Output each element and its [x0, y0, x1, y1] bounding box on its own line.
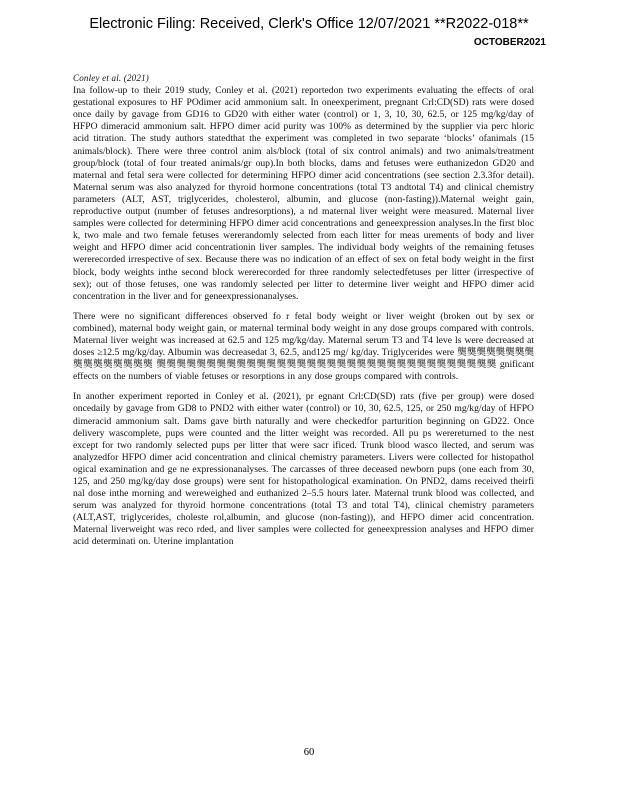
body-paragraph-3: In another experiment reported in Conley et al. (2021), pr egnant Crl:CD(SD) rats (five per group) were dosed oncedaily by gavage from GD8 to PND2 with either water (control) or 10, 30, 62.5, 125, or 250 mg/kg/day of HFPO dimeracid ammonium salt. Dams gave birth naturally and were checkedfor parturition beginning on GD22. Once delivery wascomplete, pups were counted and the litter weight was recorded. All pu ps werereturned to the nest except for two randomly selected pups per litter that were sacr ificed. Trunk blood wasco llected, and serum was analyzedfor HFPO dimer acid concentration and clinical chemistry parameters. Livers were collected for histopathol ogical examination and ge ne expressionanalyses. The carcasses of three deceased newborn pups (one each from 30, 125, and 250 mg/kg/day dose groups) were sent for histopathological examination. On PND2, dams received theirfi nal dose inthe morning and wereweighed and euthanized 2–5.5 hours later. Maternal trunk blood was collected, and serum was analyzed for thyroid hormone concentrations (total T3 and total T4), clinical chemistry parameters (ALT,AST, triglycerides, choleste rol,albumin, and glucose (non-fasting)), and HFPO dimer acid concentration. Maternal liverweight was reco rded, and liver samples were collected for geneexpression analyses and HFPO dimer acid determinati on. Uterine implantation	[73, 391, 534, 548]
filing-header: Electronic Filing: Received, Clerk's Office 12/07/2021 **R2022-018**	[89, 16, 529, 32]
document-body	[73, 72, 534, 557]
page-number: 60	[303, 747, 315, 758]
document-date-label: OCTOBER2021	[473, 37, 546, 48]
section-citation-heading: Conley et al. (2021)	[73, 73, 149, 83]
body-paragraph-1: Ina follow-up to their 2019 study, Conley et al. (2021) reportedon two experiments evaluating the effects of oral gestational exposures to HF POdimer acid ammonium salt. In oneexperiment, pregnant Crl:CD(SD) rats were dosed once daily by gavage from GD16 to GD20 with either water (control) or 1, 3, 10, 30, 62.5, or 125 mg/kg/day of HFPO dimeracid ammonium salt. HFPO dimer acid purity was 100% as determined by the supplier via perc hloric acid titration. The study authors statedthat the experiment was completed in two separate ‘blocks’ ofanimals (15 animals/block). There were three control anim als/block (total of six control animals) and two animals/treatment group/block (total of four treated animals/gr oup).In both blocks, dams and fetuses were euthanizedon GD20 and maternal and fetal sera were collected for determining HFPO dimer acid concentrations (see section 2.3.3for detail). Maternal serum was also analyzed for thyroid hormone concentrations (total T3 andtotal T4) and clinical chemistry parameters (ALT, AST, triglycerides, cholesterol, albumin, and glucose (non-fasting)).Maternal weight gain, reproductive output (number of fetuses andresorptions), a nd maternal liver weight were measured. Maternal liver samples were collected for determining HFPO dimer acid concentrations and geneexpression analyses.In the first bloc k, two male and two female fetuses wererandomly selected from each litter for meas urements of body and liver weight and HFPO dimer acid concentrationin liver samples. The individual body weights of the remaining fetuses wererecorded irrespective of sex. Because there was no indication of an effect of sex on fetal body weight in the first block, body weights inthe second block wererecorded for three randomly selectedfetuses per litter (irrespective of sex); out of those fetuses, one was randomly selected per litter to determine liver weight and HFPO dimer acid concentration in the liver and for geneexpressionanalyses.	[73, 85, 534, 302]
body-paragraph-2: There were no significant differences observed fo r fetal body weight or liver weight (broken out by sex or combined), maternal body weight gain, or maternal terminal body weight in any dose groups compared with controls. Maternal liver weight was increased at 62.5 and 125 mg/kg/day. Maternal serum T3 and T4 leve ls were decreased at doses ≥12.5 mg/kg/day. Albumin was decreasedat 3, 62.5, and125 mg/ kg/day. Triglycerides were 龑龑龑龑龑龑龑龑龑龑龑龑龑龑龑龑 龑龑龑龑龑龑龑龑龑龑龑龑龑龑龑龑龑龑龑龑龑龑龑龑龑龑龑龑龑龑龑龑龑龑 gnificant effects on the numbers of viable fetuses or resorptions in any dose groups compared with controls.	[73, 310, 534, 383]
